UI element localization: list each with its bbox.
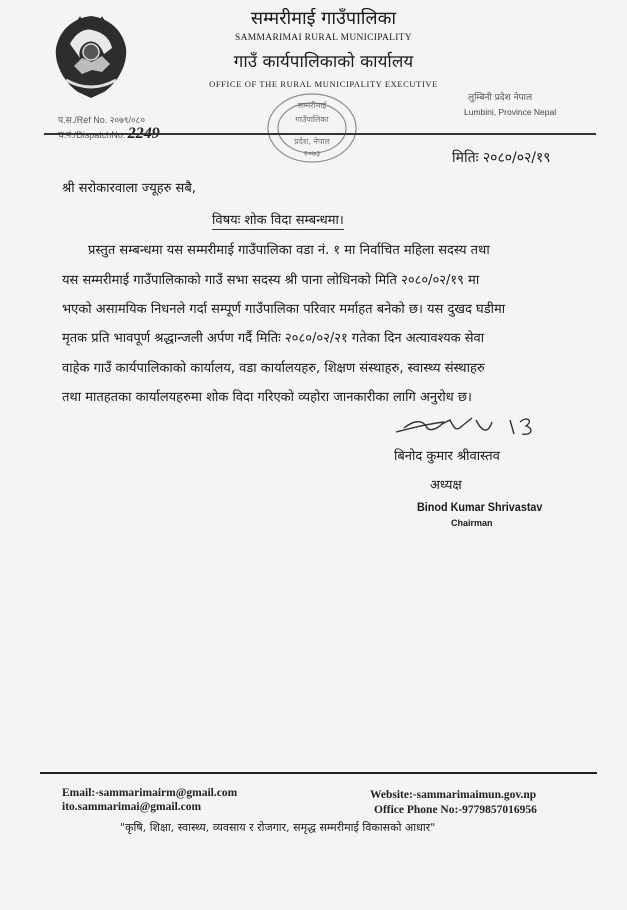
footer-email-primary: Email:-sammarimairm@gmail.com — [62, 787, 238, 799]
header-divider — [44, 133, 596, 135]
footer-divider — [40, 772, 597, 774]
footer-motto: "कृषि, शिक्षा, स्वास्थ्य, व्यवसाय र रोजगार, समृद्ध सम्मरीमाई विकासको आधार" — [120, 821, 436, 834]
signatory-title-np: अध्यक्ष — [430, 478, 462, 493]
salutation: श्री सरोकारवाला ज्यूहरु सबै, — [62, 181, 196, 196]
ref-value: २०७९/०८० — [109, 115, 145, 125]
stamp-text-2: गाउँपालिका — [295, 115, 329, 124]
municipality-name-en: SAMMARIMAI RURAL MUNICIPALITY — [235, 33, 412, 43]
body-line-4: मृतक प्रति भावपूर्ण श्रद्धान्जली अर्पण गर्दै मितिः २०८०/०२/२१ गतेका दिन अत्यावश्यक सेवा — [62, 331, 485, 346]
subject-line: विषयः शोक विदा सम्बन्धमा। — [212, 210, 344, 230]
footer-email-secondary: ito.sammarimai@gmail.com — [62, 801, 202, 813]
ref-label: प.स./Ref No. — [58, 115, 108, 125]
province-np: लुम्बिनी प्रदेश नेपाल — [468, 93, 533, 103]
signatory-title-en: Chairman — [451, 518, 493, 528]
office-name-np: गाउँ कार्यपालिकाको कार्यालय — [233, 52, 414, 72]
signatory-name-en: Binod Kumar Shrivastav — [417, 500, 543, 514]
stamp-text-4: २०७३ — [303, 149, 321, 158]
body-line-6: तथा मातहतका कार्यालयहरुमा शोक विदा गरिएको व्यहोरा जानकारीका लागि अनुरोध छ। — [62, 390, 472, 405]
dispatch-label: च.नं./DispatchNo. — [58, 130, 126, 140]
signatory-name-np: बिनोद कुमार श्रीवास्तव — [394, 449, 500, 464]
footer-website: Website:-sammarimaimun.gov.np — [370, 789, 537, 801]
letter-date: मितिः २०८०/०२/१९ — [452, 150, 551, 166]
footer-phone: Office Phone No:-9779857016956 — [374, 804, 537, 816]
stamp-text-3: प्रदेश, नेपाल — [294, 137, 330, 146]
office-name-en: OFFICE OF THE RURAL MUNICIPALITY EXECUTIVE — [209, 79, 438, 89]
body-line-2: यस सम्मरीमाई गाउँपालिकाको गाउँ सभा सदस्य श्री पाना लोधिनको मिति २०८०/०२/१९ मा — [62, 273, 480, 288]
body-line-1: प्रस्तुत सम्बन्धमा यस सम्मरीमाई गाउँपालिका वडा नं. १ मा निर्वाचित महिला सदस्य तथा — [88, 243, 490, 258]
province-en: Lumbini, Province Nepal — [464, 107, 557, 117]
dispatch-value: 2249 — [127, 125, 160, 142]
stamp-text-1: सम्मरीमाई — [297, 101, 327, 110]
handwritten-signature — [392, 412, 538, 442]
body-line-3: भएको असामयिक निधनले गर्दा सम्पूर्ण गाउँपालिका परिवार मर्माहत बनेको छ। यस दुखद घडीमा — [62, 302, 506, 317]
office-stamp — [262, 88, 362, 166]
body-line-5: वाहेक गाउँ कार्यपालिकाको कार्यालय, वडा कार्यालयहरु, शिक्षण संस्थाहरु, स्वास्थ्य संस्थाहरु — [62, 361, 485, 376]
municipality-name-np: सम्मरीमाई गाउँपालिका — [250, 8, 397, 29]
